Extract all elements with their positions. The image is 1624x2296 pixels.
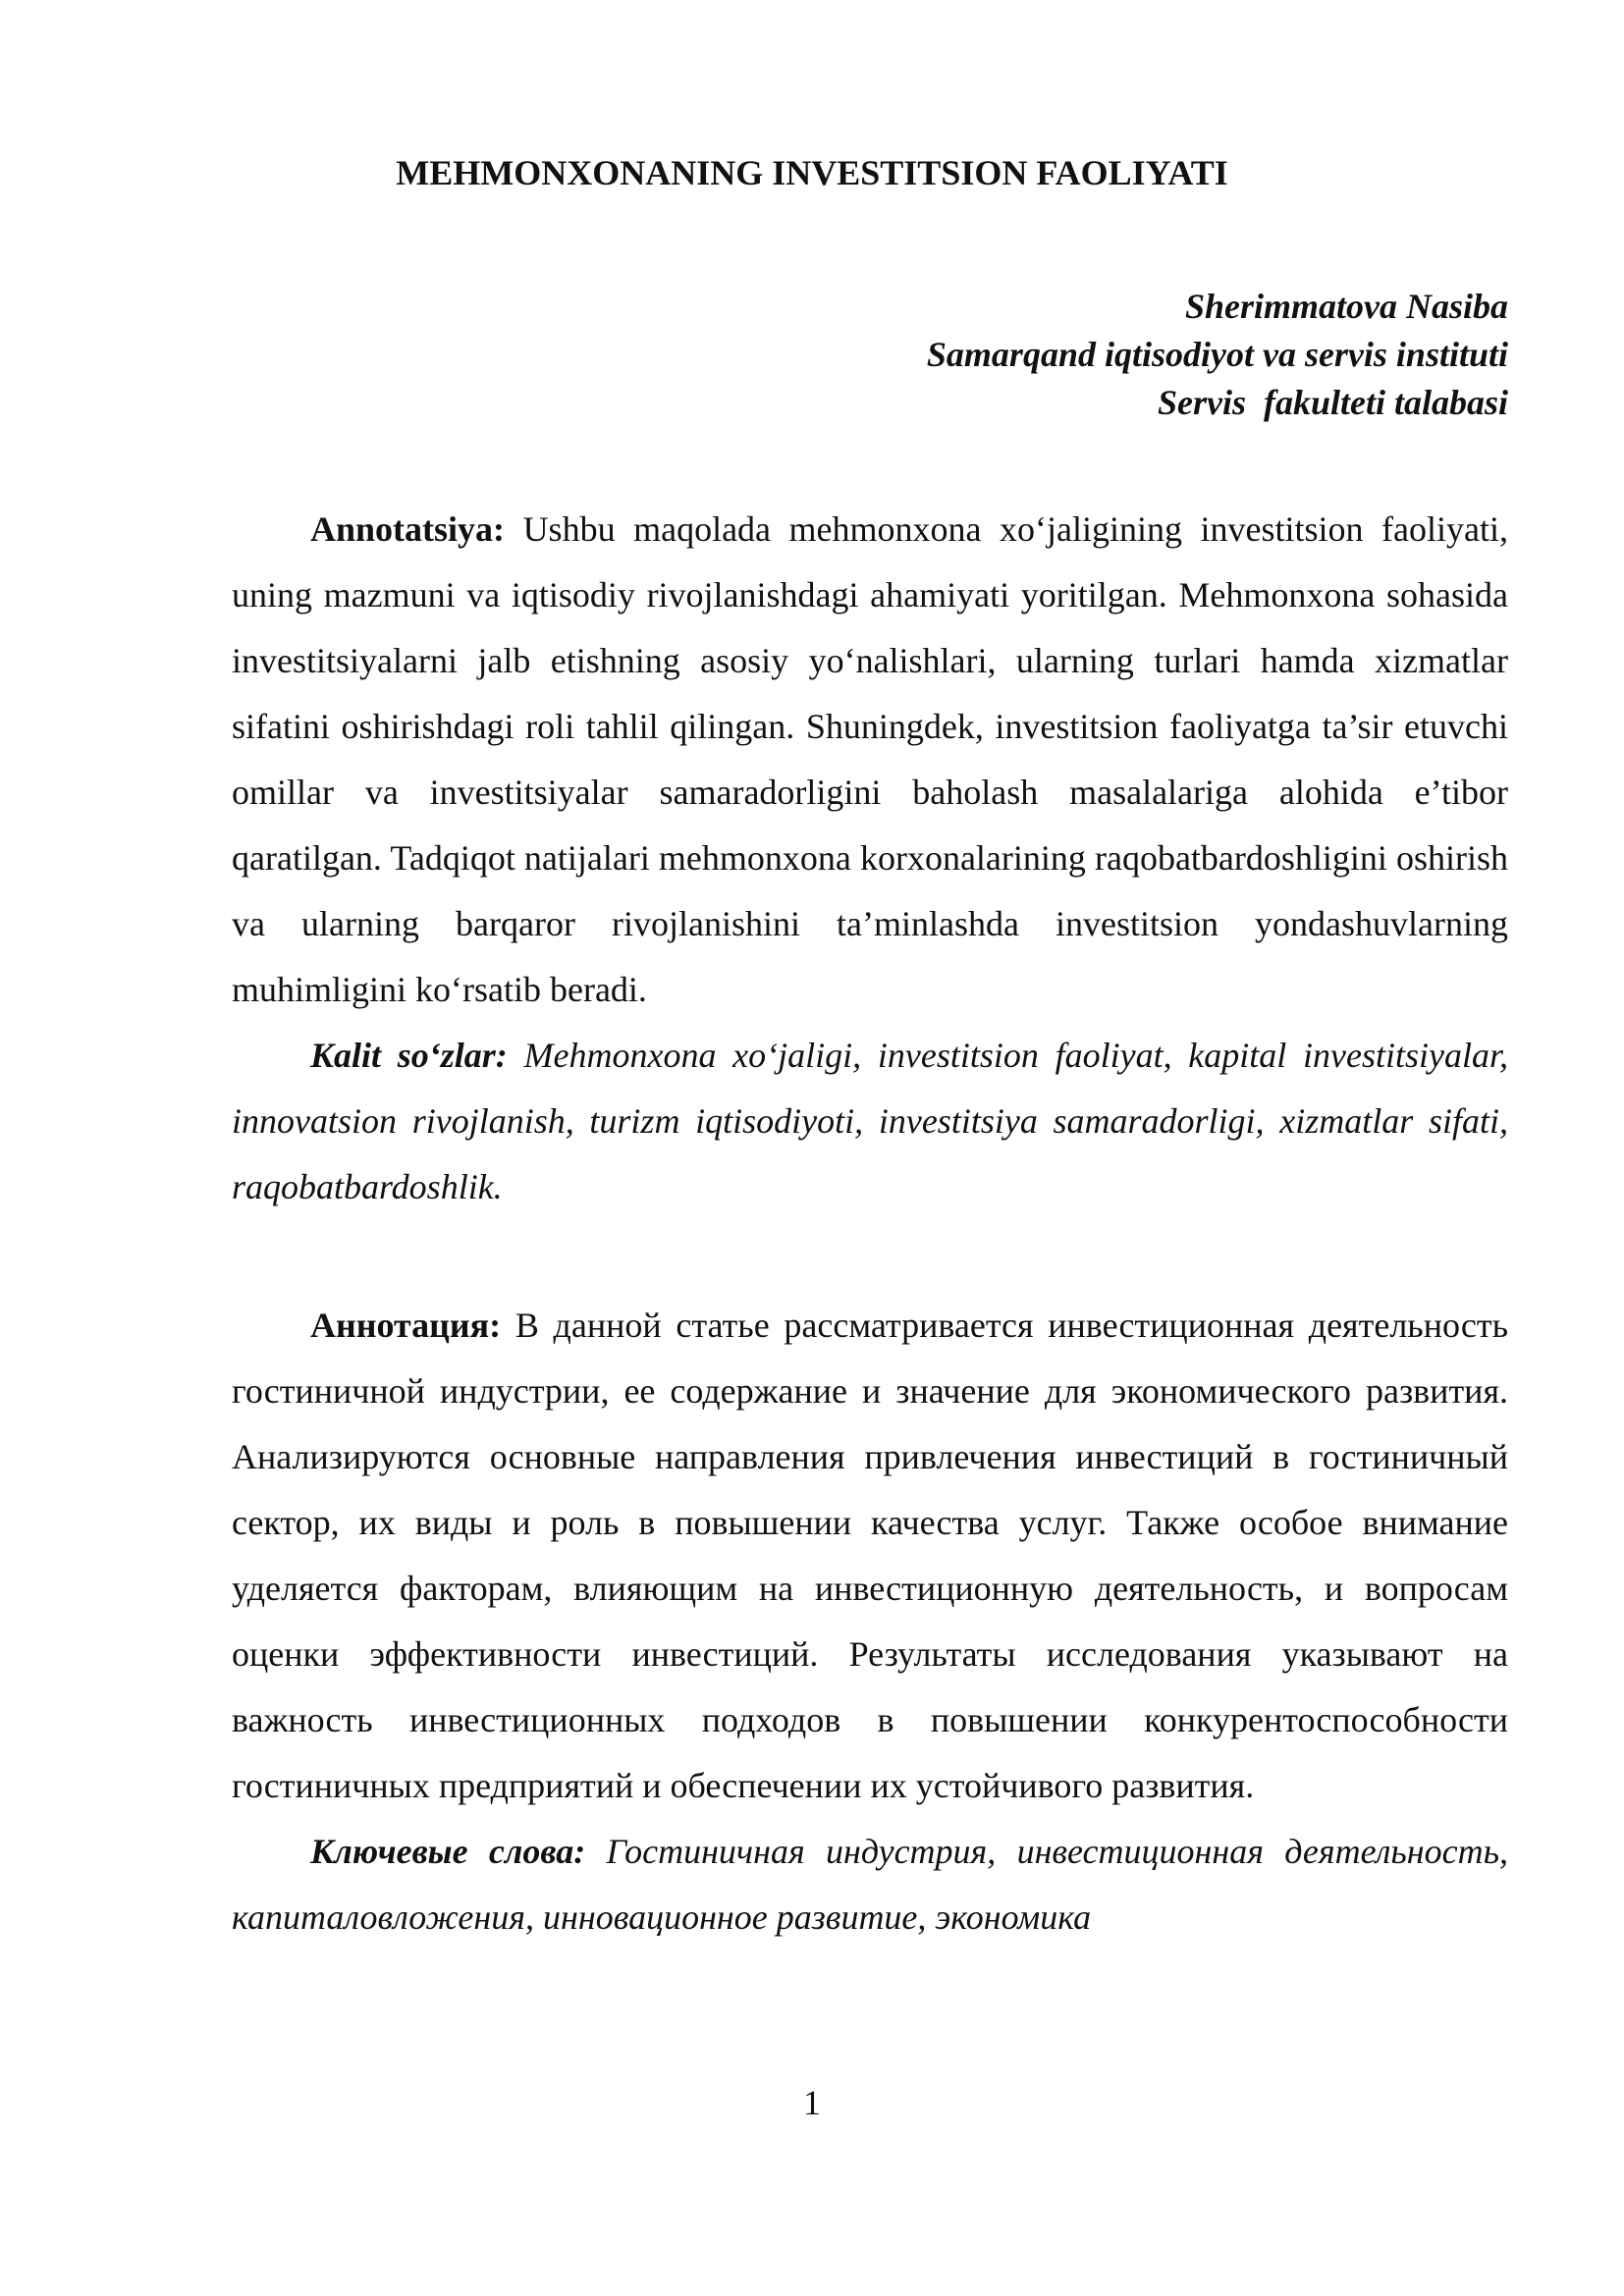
abstract-section-ru [232,1293,1508,1950]
abstract-section-uz [232,497,1508,1220]
abstract-text-ru: В данной статье рассматривается инвестиционная деятельность гостиничной индустрии, ее содержание и значение для экономического развития. Анализируются основные направления привлечения инвестиций в гостиничный сектор, их виды и роль в повышении качества услуг. Также особое внимание уделяется факторам, влияющим на инвестиционную деятельность, и вопросам оценки эффективности инвестиций. Результаты исследования указывают на важность инвестиционных подходов в повышении конкурентоспособности гостиничных предприятий и обеспечении их устойчивого развития. [232,1306,1508,1805]
page-number: 1 [803,2083,821,2122]
abstract-label-ru: Аннотация: [310,1306,502,1345]
author-name: Sherimmatova Nasiba [1184,287,1508,326]
author-institution: Samarqand iqtisodiyot va servis instituti [926,335,1508,374]
abstract-label-uz: Annotatsiya: [310,509,506,549]
keywords-paragraph-uz [232,1023,1508,1220]
keywords-label-ru: Ключевые слова: [310,1832,586,1871]
paper-title: MEHMONXONANING INVESTITSION FAOLIYATI [396,153,1228,192]
abstract-text-uz: Ushbu maqolada mehmonxona xo‘jaligining investitsion faoliyati, uning mazmuni va iqtisodiy rivojlanishdagi ahamiyati yoritilgan. Mehmonxona sohasida investitsiyalarni jalb etishning asosiy yo‘nalishlari, ularning turlari hamda xizmatlar sifatini oshirishdagi roli tahlil qilingan. Shuningdek, investitsion faoliyatga ta’sir etuvchi omillar va investitsiyalar samaradorligini baholash masalalariga alohida e’tibor qaratilgan. Tadqiqot natijalari mehmonxona korxonalarining raqobatbardoshligini oshirish va ularning barqaror rivojlanishini ta’minlashda investitsion yondashuvlarning muhimligini ko‘rsatib beradi. [232,509,1508,1009]
abstract-paragraph-ru [232,1293,1508,1819]
author-role: Servis fakulteti talabasi [1157,383,1508,422]
keywords-paragraph-ru [232,1819,1508,1950]
keywords-text-ru: Гостиничная индустрия, инвестиционная деятельность, капиталовложения, инновационное развитие, экономика [232,1832,1509,1937]
author-block [927,283,1508,427]
keywords-text-uz: Mehmonxona xo‘jaligi, investitsion faoliyat, kapital investitsiyalar, innovatsion rivojlanish, turizm iqtisodiyoti, investitsiya samaradorligi, xizmatlar sifati, raqobatbardoshlik. [232,1036,1508,1206]
abstract-paragraph-uz [232,497,1508,1023]
keywords-label-uz: Kalit so‘zlar: [310,1036,508,1075]
